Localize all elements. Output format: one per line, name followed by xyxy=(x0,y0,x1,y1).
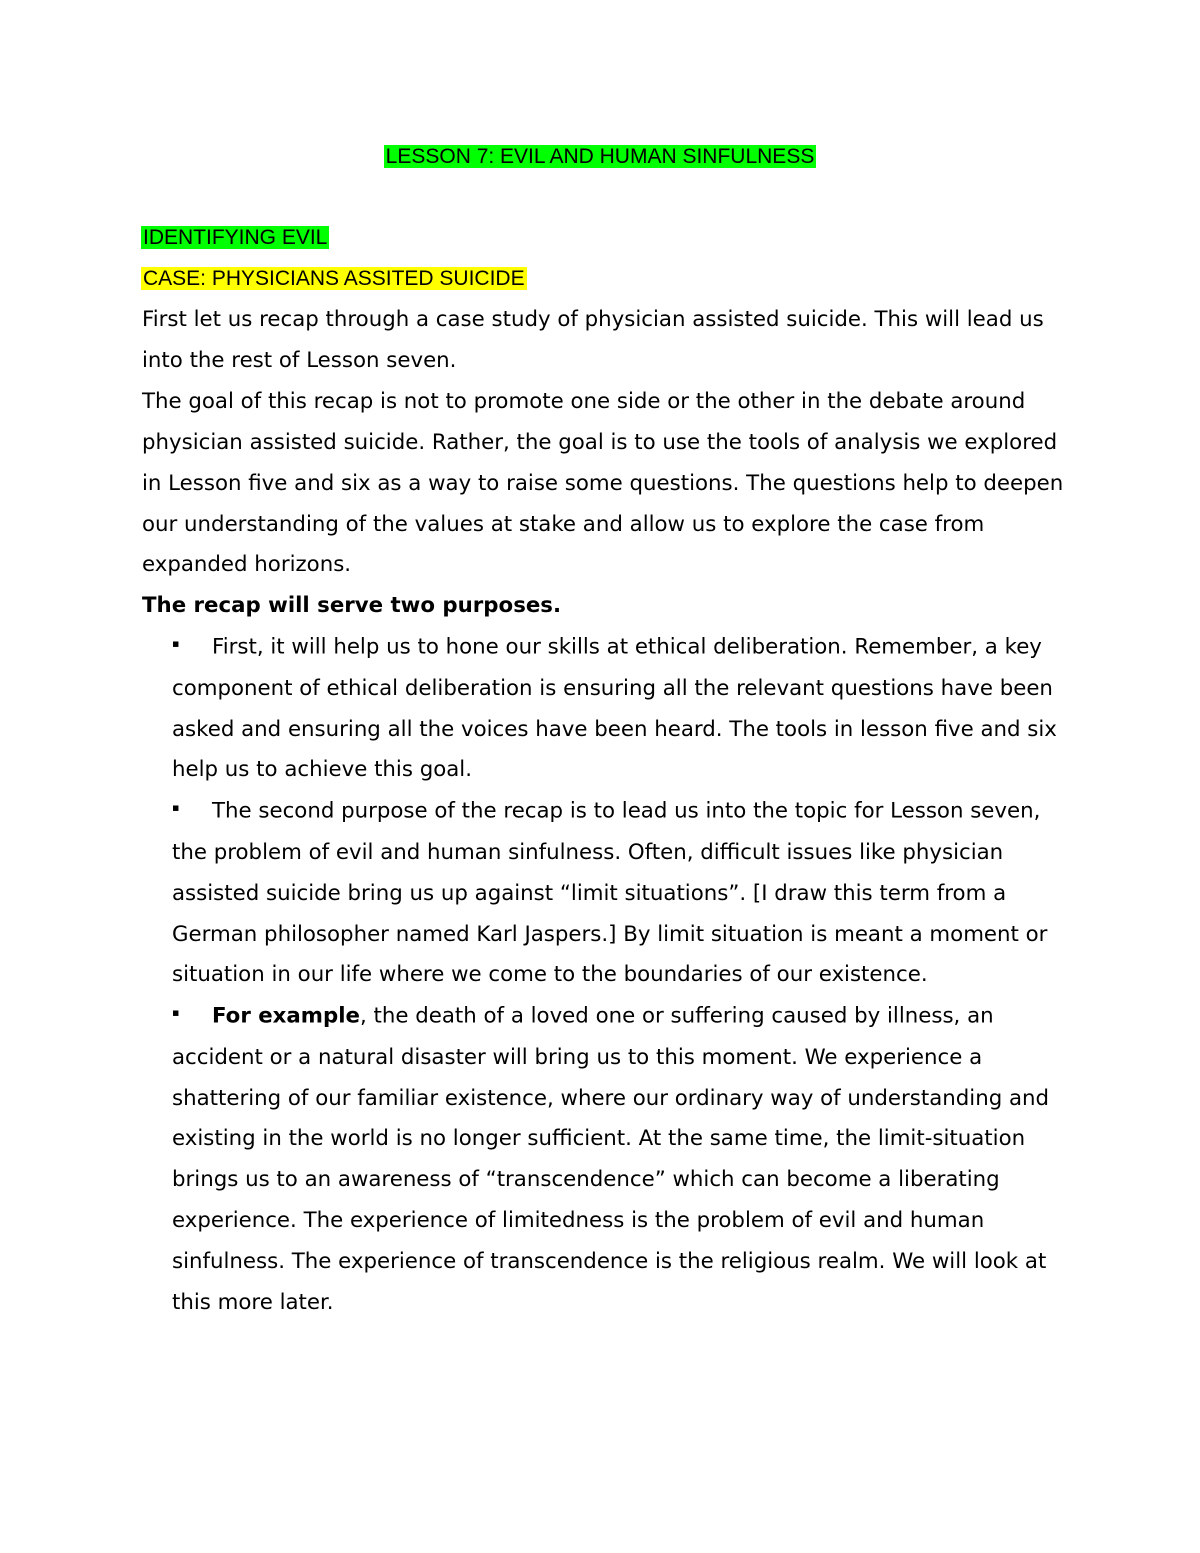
bullet-icon: ▪ xyxy=(172,801,180,815)
lesson-title xyxy=(0,141,1200,173)
list-item xyxy=(142,627,1072,791)
list-item xyxy=(142,996,1072,1324)
case-heading-text: CASE: PHYSICIANS ASSITED SUICIDE xyxy=(143,267,525,290)
list-item-text: , the death of a loved one or suffering caused by illness, an accident or a natural disaster will bring us to this moment. We experience a shattering of our familiar existence, where our ordinary way of understanding and existing in the world is no longer sufficient. At the same time, the limit-situation brings us to an awareness of “transcendence” which can become a liberating experience. The experience of limitedness is the problem of evil and human sinfulness. The experience of transcendence is the religious realm. We will look at this more later. xyxy=(172,1003,1050,1316)
intro-paragraph: First let us recap through a case study of physician assisted suicide. This will lead us into the rest of Lesson seven. xyxy=(142,307,1044,373)
lesson-title-text: LESSON 7: EVIL AND HUMAN SINFULNESS xyxy=(385,145,815,168)
list-item-text: First, it will help us to hone our skills at ethical deliberation. Remember, a key component of ethical deliberation is ensuring all the relevant questions have been asked and ensuring all the voices have been heard. The tools in lesson five and six help us to achieve this goal. xyxy=(172,634,1057,783)
section-heading-text: IDENTIFYING EVIL xyxy=(143,226,328,249)
bullet-icon: ▪ xyxy=(172,637,180,651)
purposes-heading: The recap will serve two purposes. xyxy=(142,593,562,619)
bullet-icon: ▪ xyxy=(172,1006,180,1020)
list-item-lead: For example xyxy=(212,1003,360,1029)
list-item-text: The second purpose of the recap is to lead us into the topic for Lesson seven, the problem of evil and human sinfulness. Often, difficult issues like physician assisted suicide bring us up against “limit situations”. [I draw this term from a German philosopher named Karl Jaspers.] By limit situation is meant a moment or situation in our life where we come to the boundaries of our existence. xyxy=(172,798,1048,988)
case-heading xyxy=(141,263,527,295)
purposes-list xyxy=(142,627,1072,1324)
goal-paragraph: The goal of this recap is not to promote one side or the other in the debate around physician assisted suicide. Rather, the goal is to use the tools of analysis we explored in Lesson five and six as a way to raise some questions. The questions help to deepen our understanding of the values at stake and allow us to explore the case from expanded horizons. xyxy=(142,388,1064,578)
document-body xyxy=(142,300,1072,1324)
list-item xyxy=(142,791,1072,996)
section-heading xyxy=(141,222,329,254)
